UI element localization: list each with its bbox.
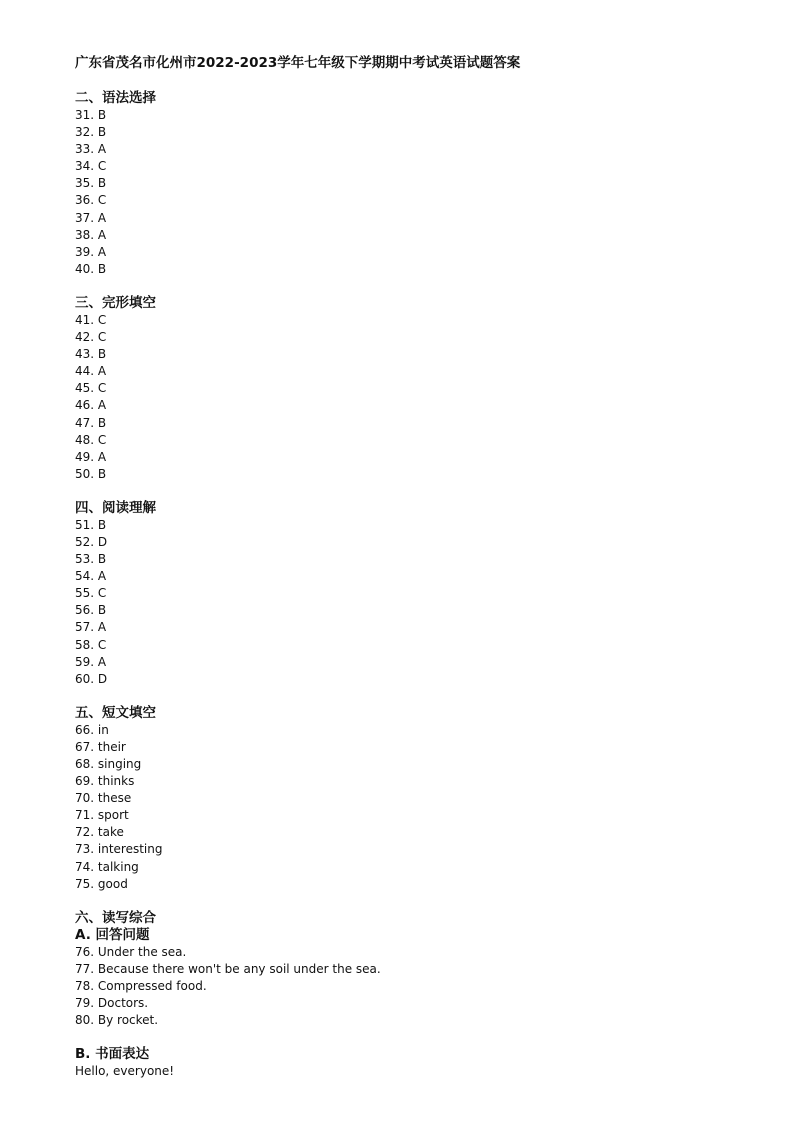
answer-item: 47. B [75,415,107,430]
answer-item: 36. C [75,193,107,208]
answer-item: 48. C [75,432,107,447]
answer-item: 55. C [75,586,107,601]
answer-item: 46. A [75,398,107,413]
answer-item: 45. C [75,381,107,396]
answer-item: 41. C [75,312,107,327]
answer-item: 60. D [75,671,108,686]
answer-list [75,107,755,278]
answer-item: 44. A [75,364,107,379]
part-a-heading: A. 回答问题 [75,926,150,943]
answer-item: 42. C [75,330,107,345]
answer-item: 69. thinks [75,774,135,789]
answer-item: 77. Because there won't be any soil under the sea. [75,961,381,976]
section-heading: 三、完形填空 [75,294,156,311]
answer-item: 56. B [75,603,107,618]
section-heading: 六、读写综合 [75,909,156,926]
answer-item: 80. By rocket. [75,1013,159,1028]
answer-item: 74. talking [75,859,139,874]
answer-list [75,312,755,483]
answer-item: 37. A [75,210,107,225]
answer-item: 32. B [75,125,107,140]
answer-item: 71. sport [75,808,129,823]
answer-item: 59. A [75,654,107,669]
answer-item: 38. A [75,227,107,242]
answer-item: 31. B [75,108,107,122]
answer-item: 73. interesting [75,842,163,857]
answer-item: 57. A [75,620,107,635]
answer-item: 58. C [75,637,107,652]
answer-list [75,517,755,688]
answer-item: 35. B [75,176,107,191]
answer-item: 49. A [75,449,107,464]
answer-item: 76. Under the sea. [75,944,187,959]
section-passage-fill-in [75,705,755,893]
answer-item: 53. B [75,552,107,567]
answer-item: 67. their [75,739,126,754]
answer-item: 79. Doctors. [75,996,149,1011]
answer-item: 54. A [75,569,107,584]
document-title: 广东省茂名市化州市2022-2023学年七年级下学期期中考试英语试题答案 [75,55,521,71]
answer-item: 72. take [75,825,124,840]
answer-item: 39. A [75,244,107,259]
answer-item: 68. singing [75,757,142,771]
spacer [75,1029,755,1046]
answer-item: 75. good [75,876,128,891]
section-grammar-choice [75,90,755,278]
writing-greeting: Hello, everyone! [75,1064,175,1079]
section-cloze [75,295,755,483]
answer-item: 78. Compressed food. [75,978,207,993]
section-heading: 二、语法选择 [75,90,156,106]
answer-item: 40. B [75,261,107,276]
answer-item: 34. C [75,159,107,174]
answer-item: 66. in [75,722,109,737]
section-heading: 四、阅读理解 [75,499,156,516]
part-b-heading: B. 书面表达 [75,1046,150,1063]
answer-document [75,55,755,1080]
section-reading-writing [75,910,755,1080]
answer-item: 51. B [75,517,107,532]
answer-item: 50. B [75,466,107,481]
answer-list [75,944,755,1029]
answer-item: 70. these [75,791,132,806]
answer-list [75,722,755,893]
answer-item: 33. A [75,142,107,157]
section-heading: 五、短文填空 [75,704,156,721]
section-reading-comprehension [75,500,755,688]
answer-item: 43. B [75,347,107,362]
answer-item: 52. D [75,534,108,549]
